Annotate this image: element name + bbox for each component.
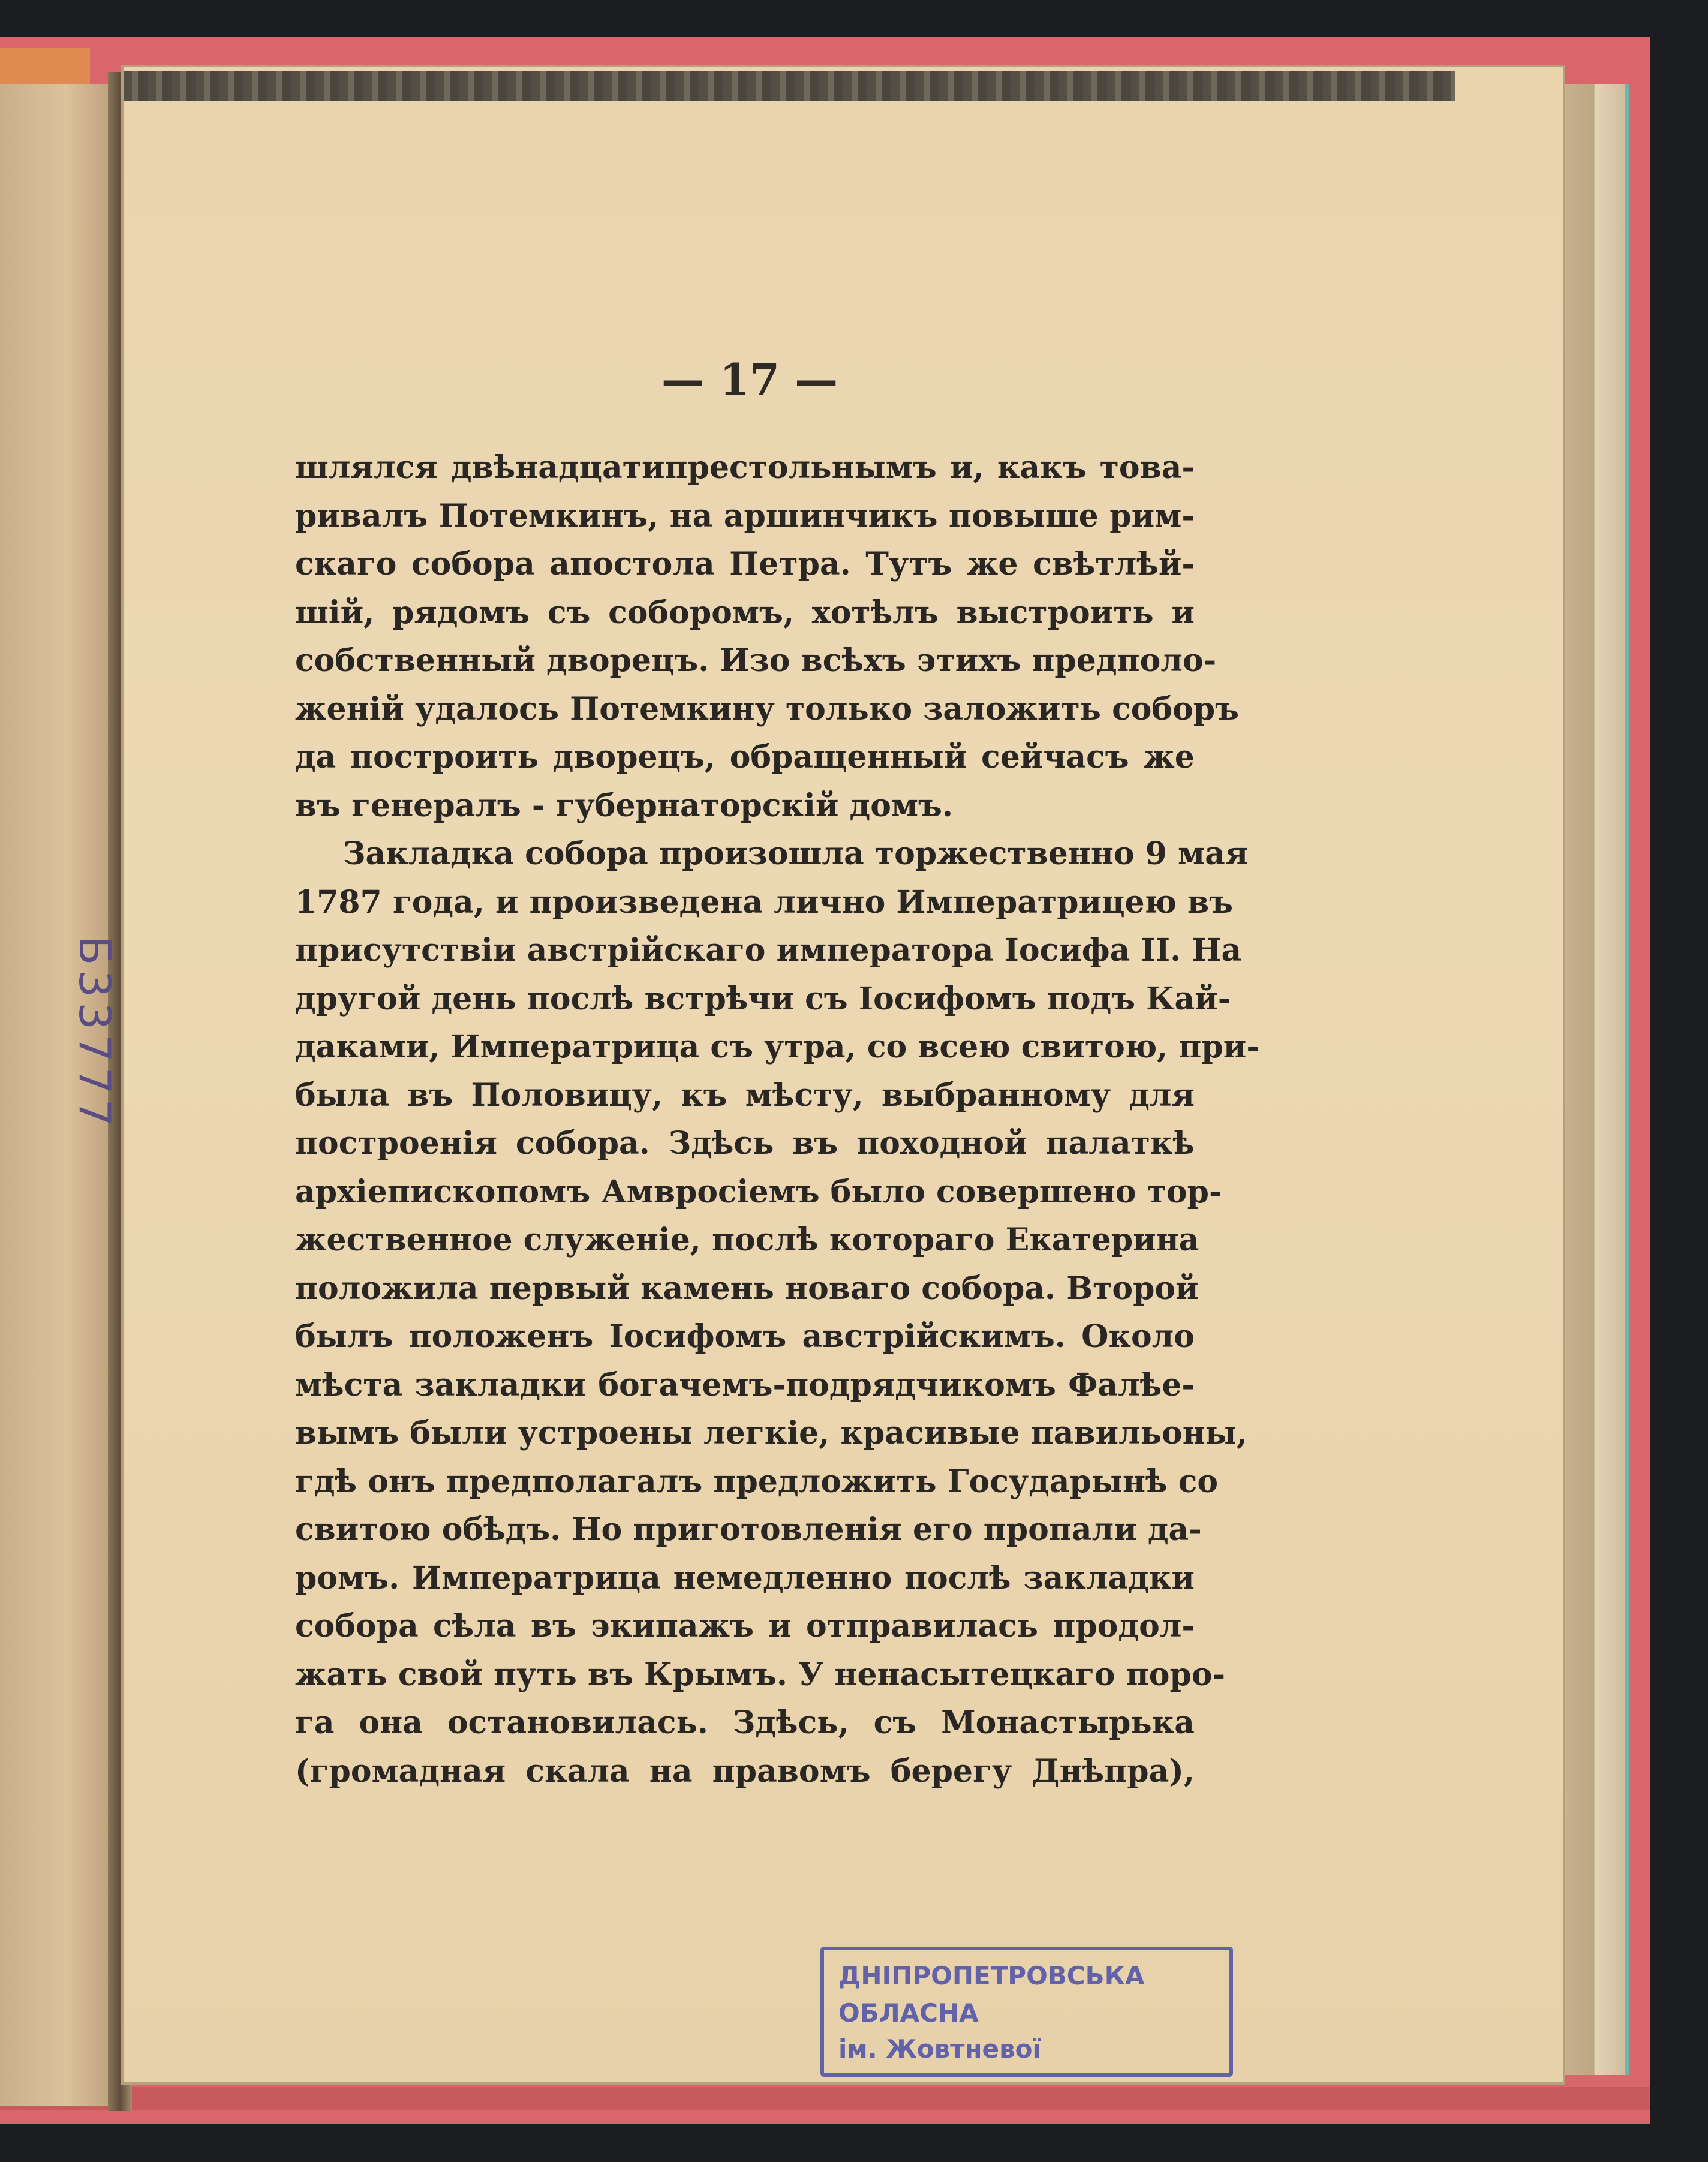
left-page-tab bbox=[0, 48, 90, 84]
text-line: ромъ. Императрица немедленно послѣ закладки bbox=[295, 1559, 1195, 1596]
text-line: гдѣ онъ предполагалъ предложить Государынѣ со bbox=[295, 1463, 1219, 1500]
text-line: даками, Императрица съ утра, со всею свитою, при- bbox=[295, 1029, 1259, 1065]
text-line: Закладка собора произошла торжественно 9 мая bbox=[343, 835, 1249, 872]
text-line: скаго собора апостола Петра. Тутъ же свѣтлѣй- bbox=[295, 546, 1195, 582]
page-number: — 17 — bbox=[661, 354, 838, 405]
text-line: была въ Половицу, къ мѣсту, выбранному для bbox=[295, 1077, 1195, 1114]
text-line: (громадная скала на правомъ берегу Днѣпра), bbox=[295, 1752, 1195, 1790]
handwritten-inventory-number: Б33777 bbox=[70, 936, 120, 1132]
text-line: собора сѣла въ экипажъ и отправилась продол- bbox=[295, 1608, 1195, 1644]
stamp-line-3: ім. Жовтневої bbox=[838, 2034, 1041, 2064]
text-line: шлялся двѣнадцатипрестольнымъ и, какъ това- bbox=[295, 449, 1195, 486]
text-line: положила первый камень новаго собора. Второй bbox=[295, 1270, 1199, 1307]
text-line: жать свой путь въ Крымъ. У ненасытецкаго поро- bbox=[295, 1656, 1226, 1693]
text-line: свитою обѣдъ. Но приготовленія его пропали да- bbox=[295, 1511, 1202, 1548]
text-line: 1787 года, и произведена лично Императрицею въ bbox=[295, 883, 1234, 921]
text-line: женій удалось Потемкину только заложить соборъ bbox=[295, 690, 1240, 727]
text-line: въ генералъ - губернаторскій домъ. bbox=[295, 787, 954, 824]
text-line: былъ положенъ Іосифомъ австрійскимъ. Около bbox=[295, 1318, 1195, 1355]
cover-bottom-edge bbox=[0, 2087, 1650, 2110]
text-line: ривалъ Потемкинъ, на аршинчикъ повыше рим- bbox=[295, 497, 1195, 534]
stamp-line-1: ДНІПРОПЕТРОВСЬКА bbox=[838, 1961, 1145, 1990]
text-line: га она остановилась. Здѣсь, съ Монастырька bbox=[295, 1704, 1195, 1741]
text-line: построенія собора. Здѣсь въ походной палаткѣ bbox=[295, 1125, 1195, 1162]
stamp-line-2: ОБЛАСНА bbox=[838, 1998, 979, 2028]
text-line: жественное служеніе, послѣ котораго Екатерина bbox=[295, 1222, 1199, 1258]
text-line: собственный дворецъ. Изо всѣхъ этихъ предполо- bbox=[295, 642, 1217, 679]
text-line: мѣста закладки богачемъ-подрядчикомъ Фалѣе- bbox=[295, 1366, 1195, 1403]
text-line: присутствіи австрійскаго императора Іосифа II. На bbox=[295, 932, 1242, 969]
text-line: да построить дворецъ, обращенный сейчасъ же bbox=[295, 739, 1195, 775]
page-text bbox=[295, 444, 1259, 1796]
text-line: вымъ были устроены легкіе, красивые павильоны, bbox=[295, 1415, 1248, 1451]
text-line: шій, рядомъ съ соборомъ, хотѣлъ выстроить и bbox=[295, 594, 1195, 631]
text-line: архіепископомъ Амвросіемъ было совершено тор- bbox=[295, 1173, 1222, 1210]
page-top-edge bbox=[124, 71, 1455, 101]
library-stamp bbox=[820, 1947, 1233, 2077]
text-line: другой день послѣ встрѣчи съ Іосифомъ подъ Кай- bbox=[295, 980, 1231, 1017]
